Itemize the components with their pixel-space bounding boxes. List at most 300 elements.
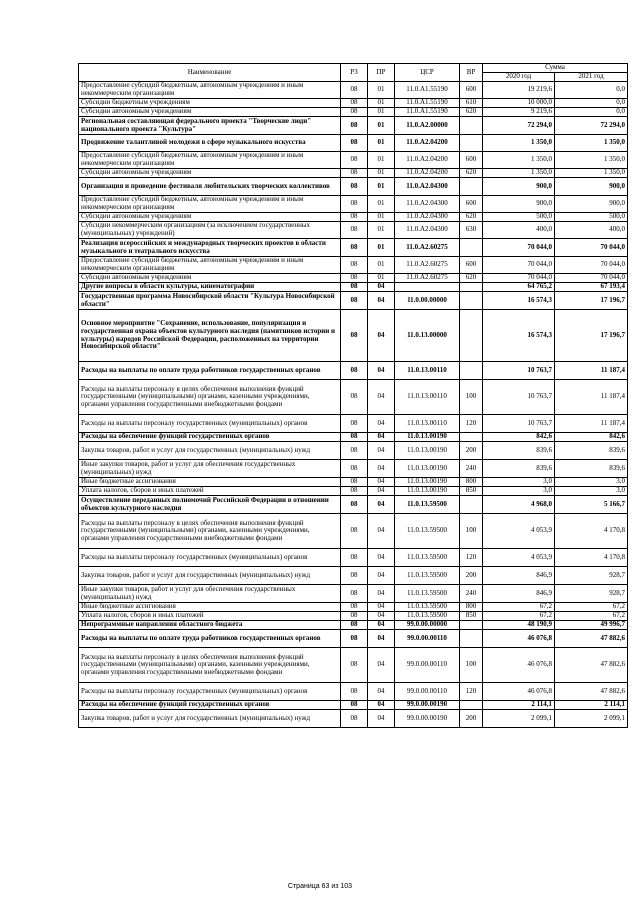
row-name: Субсидии автономным учреждениям [79, 274, 341, 283]
row-pr: 01 [368, 82, 395, 99]
row-name: Расходы на выплаты персоналу государственных (муниципальных) органов [79, 549, 341, 567]
row-pr: 04 [368, 310, 395, 362]
row-vr: 610 [460, 99, 483, 108]
row-vr: 100 [460, 648, 483, 683]
row-vr: 850 [460, 612, 483, 621]
row-vr: 620 [460, 213, 483, 222]
row-value-2020: 400,0 [483, 222, 555, 239]
row-name: Расходы на обеспечение функций государственных органов [79, 433, 341, 442]
row-csr: 11.0.00.00000 [395, 292, 460, 310]
row-csr: 11.0.13.59500 [395, 496, 460, 514]
row-csr: 11.0.13.00110 [395, 362, 460, 380]
row-vr: 100 [460, 514, 483, 549]
row-pr: 04 [368, 496, 395, 514]
row-value-2020: 10 763,7 [483, 362, 555, 380]
table-row [79, 549, 628, 567]
table-row [79, 701, 628, 710]
row-csr: 99.0.00.00110 [395, 648, 460, 683]
row-name: Организация и проведение фестиваля любительских творческих коллективов [79, 178, 341, 196]
row-value-2021: 839,6 [555, 460, 628, 478]
table-row [79, 433, 628, 442]
row-value-2021: 0,0 [555, 99, 628, 108]
row-csr: 11.0.А1.55190 [395, 82, 460, 99]
table-row [79, 478, 628, 487]
row-value-2021: 4 170,8 [555, 514, 628, 549]
row-pr: 01 [368, 152, 395, 169]
row-value-2021: 400,0 [555, 222, 628, 239]
row-value-2021: 67 193,4 [555, 283, 628, 292]
row-pr: 04 [368, 549, 395, 567]
table-row [79, 585, 628, 603]
row-value-2020: 10 763,7 [483, 415, 555, 433]
row-csr: 11.0.А2.04200 [395, 169, 460, 178]
row-vr: 620 [460, 274, 483, 283]
row-value-2021: 3,0 [555, 478, 628, 487]
row-value-2020: 846,9 [483, 567, 555, 585]
table-row [79, 99, 628, 108]
row-rz: 08 [341, 169, 368, 178]
row-csr: 11.0.13.59500 [395, 603, 460, 612]
header-sum: Сумма [483, 64, 628, 73]
row-vr: 100 [460, 380, 483, 415]
row-pr: 04 [368, 701, 395, 710]
row-rz: 08 [341, 683, 368, 701]
row-name: Закупка товаров, работ и услуг для государственных (муниципальных) нужд [79, 710, 341, 728]
row-value-2021: 47 882,6 [555, 683, 628, 701]
table-row [79, 362, 628, 380]
row-value-2020: 842,6 [483, 433, 555, 442]
row-rz: 08 [341, 117, 368, 135]
row-value-2021: 17 196,7 [555, 292, 628, 310]
row-name: Расходы на выплаты персоналу в целях обеспечения выполнения функций государственными (муниципальными) органами, казенными учреждениями, органами управления государственными внебюджетными фондами [79, 514, 341, 549]
row-value-2021: 17 196,7 [555, 310, 628, 362]
row-pr: 04 [368, 283, 395, 292]
row-csr: 11.0.А2.04300 [395, 178, 460, 196]
row-value-2021: 47 882,6 [555, 630, 628, 648]
row-csr: 11.0.13.00110 [395, 415, 460, 433]
row-vr: 600 [460, 82, 483, 99]
row-csr: 11.0.А2.60275 [395, 274, 460, 283]
row-name: Предоставление субсидий бюджетным, автономным учреждениям и иным некоммерческим организациям [79, 257, 341, 274]
row-value-2020: 46 076,8 [483, 683, 555, 701]
row-csr: 11.0.13.59500 [395, 585, 460, 603]
row-value-2021: 67,2 [555, 603, 628, 612]
table-row [79, 152, 628, 169]
row-name: Региональная составляющая федерального проекта "Творческие люди" национального проекта "Культура" [79, 117, 341, 135]
row-name: Иные закупки товаров, работ и услуг для обеспечения государственных (муниципальных) нужд [79, 460, 341, 478]
row-csr: 11.0.13.00190 [395, 442, 460, 460]
row-value-2021: 0,0 [555, 108, 628, 117]
row-value-2020: 2 099,1 [483, 710, 555, 728]
row-value-2020: 19 219,6 [483, 82, 555, 99]
row-name: Другие вопросы в области культуры, кинематографии [79, 283, 341, 292]
table-row [79, 567, 628, 585]
row-vr: 120 [460, 549, 483, 567]
row-csr: 11.0.А2.04200 [395, 135, 460, 152]
row-name: Закупка товаров, работ и услуг для государственных (муниципальных) нужд [79, 567, 341, 585]
row-vr: 620 [460, 108, 483, 117]
row-value-2021: 1 350,0 [555, 152, 628, 169]
row-pr: 01 [368, 99, 395, 108]
page-number: Страница 63 из 103 [287, 883, 353, 890]
table-row [79, 630, 628, 648]
row-rz: 08 [341, 460, 368, 478]
row-csr: 11.0.13.59500 [395, 549, 460, 567]
table-row [79, 442, 628, 460]
table-row [79, 169, 628, 178]
row-value-2021: 500,0 [555, 213, 628, 222]
row-vr: 600 [460, 196, 483, 213]
row-pr: 04 [368, 567, 395, 585]
row-vr [460, 117, 483, 135]
row-value-2021: 70 044,0 [555, 239, 628, 257]
row-vr [460, 630, 483, 648]
row-value-2021: 11 187,4 [555, 380, 628, 415]
row-name: Расходы на выплаты персоналу государственных (муниципальных) органов [79, 415, 341, 433]
row-value-2021: 49 996,7 [555, 621, 628, 630]
row-value-2021: 0,0 [555, 82, 628, 99]
row-rz: 08 [341, 274, 368, 283]
row-rz: 08 [341, 257, 368, 274]
row-rz: 08 [341, 612, 368, 621]
row-name: Уплата налогов, сборов и иных платежей [79, 612, 341, 621]
table-row [79, 496, 628, 514]
row-value-2020: 70 044,0 [483, 239, 555, 257]
row-value-2021: 67,2 [555, 612, 628, 621]
row-vr [460, 496, 483, 514]
row-name: Субсидии автономным учреждениям [79, 108, 341, 117]
row-value-2021: 928,7 [555, 567, 628, 585]
row-name: Расходы на выплаты по оплате труда работников государственных органов [79, 630, 341, 648]
row-csr: 11.0.13.00190 [395, 478, 460, 487]
row-pr: 01 [368, 257, 395, 274]
row-rz: 08 [341, 487, 368, 496]
row-value-2021: 928,7 [555, 585, 628, 603]
row-value-2020: 46 076,8 [483, 630, 555, 648]
row-name: Расходы на выплаты персоналу в целях обеспечения выполнения функций государственными (муниципальными) органами, казенными учреждениями, органами управления государственными внебюджетными фондами [79, 648, 341, 683]
table-row [79, 648, 628, 683]
row-value-2020: 10 000,0 [483, 99, 555, 108]
row-vr [460, 621, 483, 630]
row-value-2020: 48 190,9 [483, 621, 555, 630]
row-pr: 04 [368, 460, 395, 478]
row-value-2020: 900,0 [483, 196, 555, 213]
row-value-2021: 4 170,8 [555, 549, 628, 567]
table-row [79, 108, 628, 117]
row-name: Осуществление переданных полномочий Российской Федерации в отношении объектов культурного наследия [79, 496, 341, 514]
row-csr: 11.0.А2.04200 [395, 152, 460, 169]
row-pr: 04 [368, 478, 395, 487]
row-value-2020: 72 294,0 [483, 117, 555, 135]
row-value-2021: 2 114,1 [555, 701, 628, 710]
row-rz: 08 [341, 549, 368, 567]
row-csr: 11.0.13.59500 [395, 514, 460, 549]
table-row [79, 603, 628, 612]
row-value-2020: 16 574,3 [483, 310, 555, 362]
row-csr: 11.0.13.00000 [395, 310, 460, 362]
row-pr: 04 [368, 433, 395, 442]
row-name: Предоставление субсидий бюджетным, автономным учреждениям и иным некоммерческим организациям [79, 152, 341, 169]
row-value-2020: 3,0 [483, 478, 555, 487]
row-name: Расходы на обеспечение функций государственных органов [79, 701, 341, 710]
row-name: Субсидии некоммерческим организациям (за исключением государственных (муниципальных) учреждений) [79, 222, 341, 239]
table-row [79, 222, 628, 239]
row-value-2020: 3,0 [483, 487, 555, 496]
row-value-2020: 900,0 [483, 178, 555, 196]
row-csr: 99.0.00.00110 [395, 683, 460, 701]
table-row [79, 239, 628, 257]
row-value-2020: 500,0 [483, 213, 555, 222]
row-pr: 04 [368, 362, 395, 380]
row-name: Продвижение талантливой молодежи в сфере музыкального искусства [79, 135, 341, 152]
table-row [79, 292, 628, 310]
row-csr: 99.0.00.00110 [395, 630, 460, 648]
row-name: Закупка товаров, работ и услуг для государственных (муниципальных) нужд [79, 442, 341, 460]
row-rz: 08 [341, 292, 368, 310]
row-value-2020: 1 350,0 [483, 169, 555, 178]
row-pr: 04 [368, 710, 395, 728]
row-vr [460, 362, 483, 380]
row-name: Субсидии автономным учреждениям [79, 169, 341, 178]
row-rz: 08 [341, 442, 368, 460]
row-value-2020: 64 765,2 [483, 283, 555, 292]
row-csr: 11.0.13.59500 [395, 612, 460, 621]
row-vr [460, 310, 483, 362]
row-rz: 08 [341, 135, 368, 152]
row-pr: 01 [368, 169, 395, 178]
row-value-2021: 47 882,6 [555, 648, 628, 683]
row-rz: 08 [341, 213, 368, 222]
row-rz: 08 [341, 567, 368, 585]
row-name: Расходы на выплаты персоналу в целях обеспечения выполнения функций государственными (муниципальными) органами, казенными учреждениями, органами управления государственными внебюджетными фондами [79, 380, 341, 415]
table-row [79, 487, 628, 496]
row-vr [460, 292, 483, 310]
row-csr: 11.0.А2.04300 [395, 196, 460, 213]
row-rz: 08 [341, 152, 368, 169]
row-vr: 200 [460, 442, 483, 460]
row-value-2021: 1 350,0 [555, 169, 628, 178]
table-row [79, 460, 628, 478]
header-vr: ВР [460, 64, 483, 82]
row-value-2020: 839,6 [483, 460, 555, 478]
row-rz: 08 [341, 496, 368, 514]
row-pr: 01 [368, 196, 395, 213]
row-vr: 630 [460, 222, 483, 239]
row-rz: 08 [341, 362, 368, 380]
row-vr: 850 [460, 487, 483, 496]
row-rz: 08 [341, 630, 368, 648]
row-value-2021: 2 099,1 [555, 710, 628, 728]
row-value-2021: 900,0 [555, 178, 628, 196]
row-csr: 99.0.00.00000 [395, 621, 460, 630]
row-rz: 08 [341, 701, 368, 710]
row-name: Расходы на выплаты по оплате труда работников государственных органов [79, 362, 341, 380]
row-vr: 620 [460, 169, 483, 178]
row-value-2021: 1 350,0 [555, 135, 628, 152]
row-value-2020: 67,2 [483, 603, 555, 612]
table-row [79, 213, 628, 222]
row-vr: 600 [460, 152, 483, 169]
row-rz: 08 [341, 283, 368, 292]
row-pr: 04 [368, 442, 395, 460]
table-row [79, 178, 628, 196]
row-csr: 11.0.А2.04300 [395, 222, 460, 239]
row-vr: 200 [460, 567, 483, 585]
row-csr: 11.0.13.00110 [395, 380, 460, 415]
row-name: Реализация всероссийских и международных творческих проектов в области музыкального и театрального искусства [79, 239, 341, 257]
row-value-2021: 842,6 [555, 433, 628, 442]
table-row [79, 310, 628, 362]
table-row [79, 380, 628, 415]
row-pr: 04 [368, 630, 395, 648]
row-vr [460, 135, 483, 152]
row-value-2020: 70 044,0 [483, 274, 555, 283]
row-pr: 04 [368, 683, 395, 701]
table-row [79, 117, 628, 135]
table-row [79, 612, 628, 621]
header-pr: ПР [368, 64, 395, 82]
row-csr: 11.0.А1.55190 [395, 99, 460, 108]
row-csr: 99.0.00.00190 [395, 710, 460, 728]
row-csr: 11.0.А2.60275 [395, 257, 460, 274]
row-name: Государственная программа Новосибирской области "Культура Новосибирской области" [79, 292, 341, 310]
row-value-2021: 70 044,0 [555, 257, 628, 274]
table-row [79, 514, 628, 549]
row-pr: 01 [368, 239, 395, 257]
row-rz: 08 [341, 380, 368, 415]
row-value-2020: 2 114,1 [483, 701, 555, 710]
row-value-2020: 16 574,3 [483, 292, 555, 310]
row-value-2021: 72 294,0 [555, 117, 628, 135]
table-row [79, 135, 628, 152]
row-rz: 08 [341, 108, 368, 117]
row-value-2020: 1 350,0 [483, 152, 555, 169]
row-value-2021: 70 044,0 [555, 274, 628, 283]
row-value-2021: 11 187,4 [555, 362, 628, 380]
row-pr: 04 [368, 415, 395, 433]
table-row [79, 196, 628, 213]
row-name: Субсидии автономным учреждениям [79, 213, 341, 222]
row-csr: 11.0.А2.60275 [395, 239, 460, 257]
row-name: Основное мероприятие "Сохранение, использование, популяризация и государственная охрана объектов культурного наследия (памятников истории и культуры) народов Российской Федерации, расположенных на территории Новосибирской области" [79, 310, 341, 362]
row-value-2020: 9 219,6 [483, 108, 555, 117]
row-vr: 800 [460, 478, 483, 487]
row-vr: 200 [460, 710, 483, 728]
row-name: Расходы на выплаты персоналу государственных (муниципальных) органов [79, 683, 341, 701]
table-row [79, 683, 628, 701]
row-value-2020: 4 053,9 [483, 514, 555, 549]
row-rz: 08 [341, 514, 368, 549]
row-vr [460, 283, 483, 292]
row-value-2021: 3,0 [555, 487, 628, 496]
table-row [79, 710, 628, 728]
row-name: Предоставление субсидий бюджетным, автономным учреждениям и иным некоммерческим организациям [79, 196, 341, 213]
row-value-2021: 839,6 [555, 442, 628, 460]
row-pr: 04 [368, 603, 395, 612]
table-row [79, 621, 628, 630]
row-rz: 08 [341, 478, 368, 487]
row-pr: 01 [368, 135, 395, 152]
header-year-2020: 2020 год [483, 73, 555, 82]
row-value-2021: 5 166,7 [555, 496, 628, 514]
row-rz: 08 [341, 82, 368, 99]
row-name: Непрограммные направления областного бюджета [79, 621, 341, 630]
row-pr: 04 [368, 648, 395, 683]
row-value-2020: 46 076,8 [483, 648, 555, 683]
row-vr: 600 [460, 257, 483, 274]
row-rz: 08 [341, 310, 368, 362]
row-csr: 11.0.13.00190 [395, 487, 460, 496]
row-name: Иные бюджетные ассигнования [79, 603, 341, 612]
row-rz: 08 [341, 222, 368, 239]
row-name: Уплата налогов, сборов и иных платежей [79, 487, 341, 496]
row-rz: 08 [341, 621, 368, 630]
row-pr: 04 [368, 585, 395, 603]
row-pr: 04 [368, 487, 395, 496]
row-name: Субсидии бюджетным учреждениям [79, 99, 341, 108]
row-rz: 08 [341, 196, 368, 213]
row-rz: 08 [341, 433, 368, 442]
row-value-2020: 839,6 [483, 442, 555, 460]
row-name: Иные бюджетные ассигнования [79, 478, 341, 487]
table-row [79, 257, 628, 274]
row-csr: 11.0.А2.04300 [395, 213, 460, 222]
row-vr: 120 [460, 683, 483, 701]
row-value-2020: 10 763,7 [483, 380, 555, 415]
row-vr [460, 178, 483, 196]
row-vr [460, 433, 483, 442]
row-pr: 01 [368, 108, 395, 117]
row-pr: 01 [368, 213, 395, 222]
table-row [79, 274, 628, 283]
header-name: Наименование [79, 64, 341, 82]
row-rz: 08 [341, 710, 368, 728]
row-value-2020: 67,2 [483, 612, 555, 621]
row-vr: 120 [460, 415, 483, 433]
row-rz: 08 [341, 99, 368, 108]
row-rz: 08 [341, 178, 368, 196]
row-vr: 800 [460, 603, 483, 612]
row-rz: 08 [341, 415, 368, 433]
row-csr: 11.0.А1.55190 [395, 108, 460, 117]
row-csr: 11.0.13.59500 [395, 567, 460, 585]
row-value-2020: 4 053,9 [483, 549, 555, 567]
header-year-2021: 2021 год [555, 73, 628, 82]
row-pr: 04 [368, 612, 395, 621]
row-name: Предоставление субсидий бюджетным, автономным учреждениям и иным некоммерческим организациям [79, 82, 341, 99]
row-rz: 08 [341, 603, 368, 612]
row-pr: 04 [368, 514, 395, 549]
row-vr: 240 [460, 460, 483, 478]
row-rz: 08 [341, 585, 368, 603]
row-csr: 11.0.13.00190 [395, 433, 460, 442]
row-vr [460, 701, 483, 710]
budget-table [78, 63, 628, 728]
table-row [79, 415, 628, 433]
row-pr: 01 [368, 178, 395, 196]
row-csr: 99.0.00.00190 [395, 701, 460, 710]
row-pr: 01 [368, 222, 395, 239]
row-value-2020: 1 350,0 [483, 135, 555, 152]
row-vr [460, 239, 483, 257]
table-header [79, 64, 628, 82]
row-pr: 01 [368, 274, 395, 283]
row-value-2021: 900,0 [555, 196, 628, 213]
row-pr: 04 [368, 292, 395, 310]
table-body [79, 82, 628, 728]
table-row [79, 283, 628, 292]
row-csr: 11.0.13.00190 [395, 460, 460, 478]
